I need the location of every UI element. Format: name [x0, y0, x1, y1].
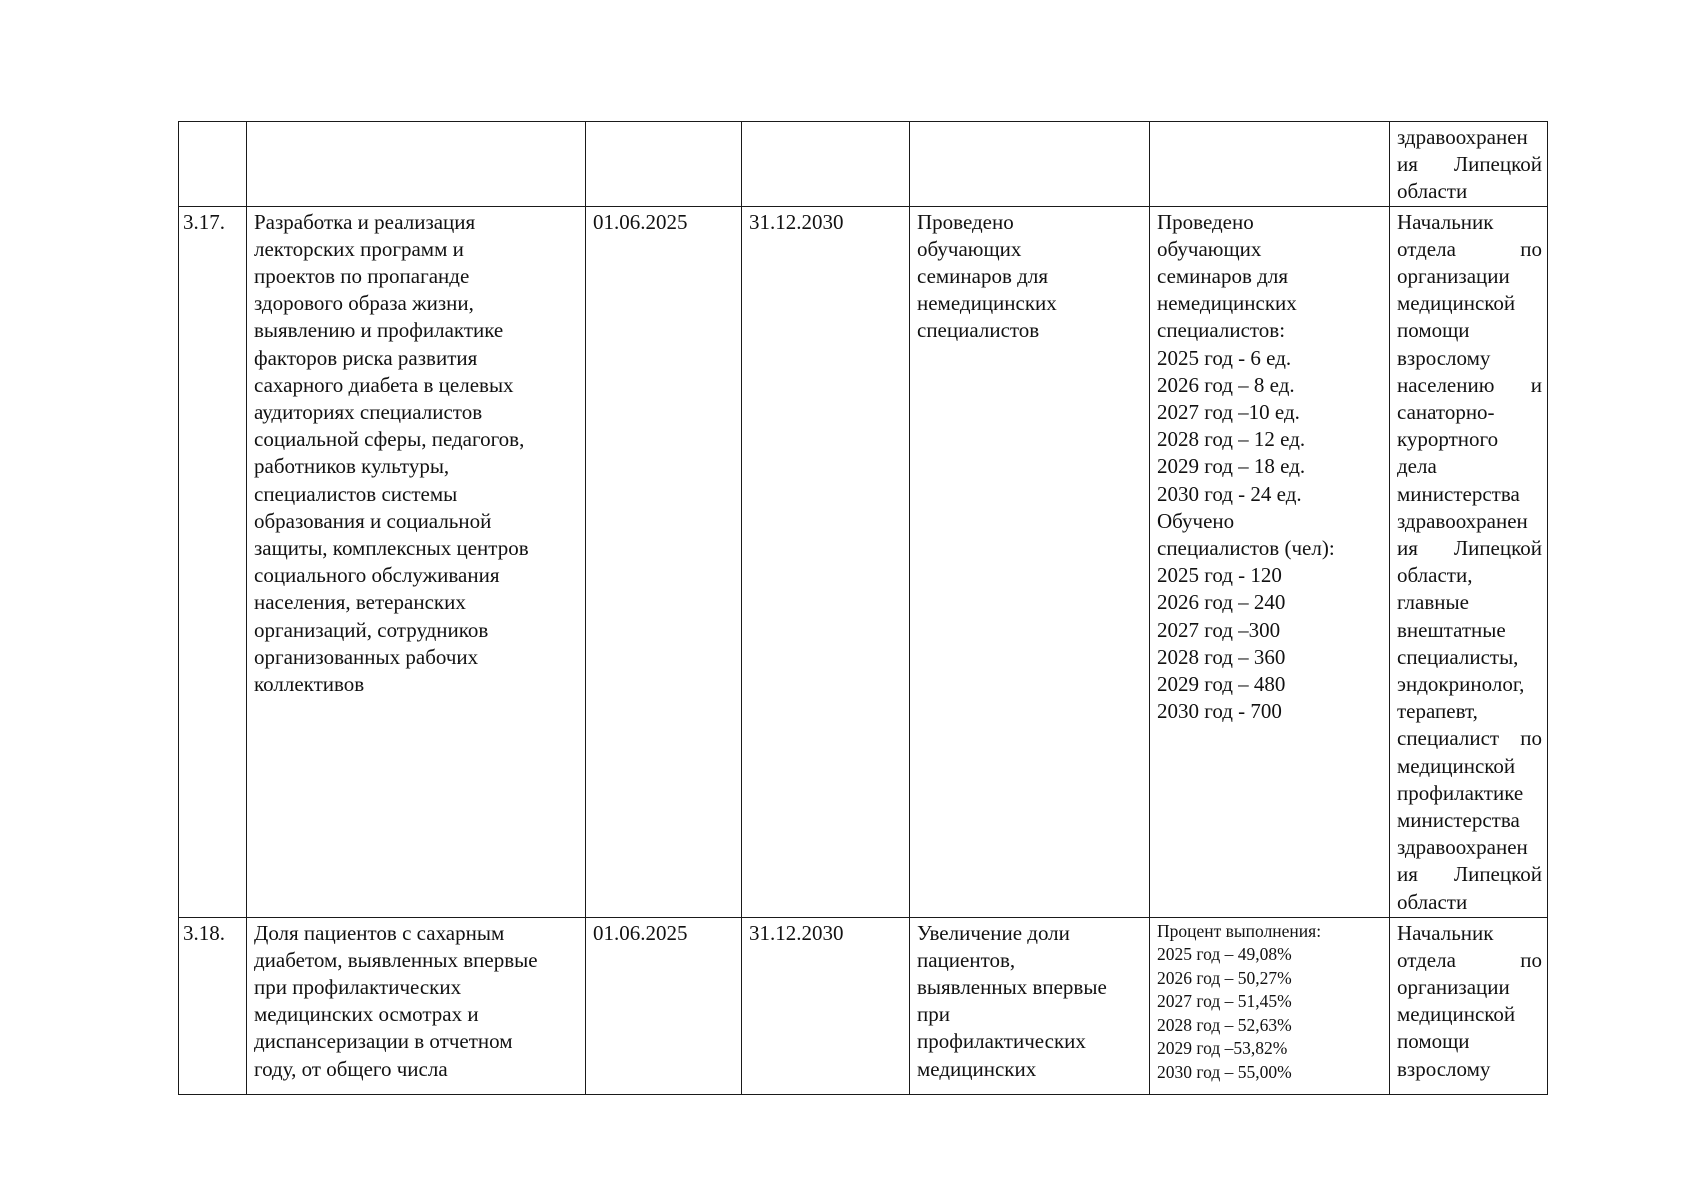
responsible-line: министерства — [1397, 481, 1520, 506]
responsible-line: ия Липецкой — [1397, 536, 1542, 561]
measure-name: Доля пациентов с сахарным диабетом, выявленных впервые при профилактических медицинских осмотрах и диспансеризации в отчетном году, от общего числа — [247, 917, 586, 1094]
responsible-line: специалисты, — [1397, 644, 1519, 669]
responsible-cell — [1390, 122, 1548, 207]
indicator-cell — [1150, 122, 1390, 207]
responsible-line: ия Липецкой — [1397, 152, 1542, 177]
responsible-cell — [1390, 917, 1548, 1094]
table-row — [179, 206, 1548, 917]
responsible-line: организации — [1397, 975, 1510, 1000]
start-date-cell — [586, 122, 742, 207]
end-date: 31.12.2030 — [742, 917, 910, 1094]
indicator-values: Проведено обучающих семинаров для немедицинских специалистов: 2025 год - 6 ед. 2026 год – 8 ед. 2027 год –10 ед. 2028 год – 12 ед. 2029 год – 18 ед. 2030 год - 24 ед. Обучено специалистов (чел): 2025 год - 120 2026 год – 240 2027 год –300 2028 год – 360 2029 год – 480 2030 год - 700 — [1150, 206, 1390, 917]
continuation-row — [179, 122, 1548, 207]
responsible-line: помощи — [1397, 318, 1470, 343]
responsible-line: Начальник — [1397, 920, 1494, 945]
responsible-line: профилактике — [1397, 780, 1524, 805]
end-date: 31.12.2030 — [742, 206, 910, 917]
table-row — [179, 917, 1548, 1094]
start-date: 01.06.2025 — [586, 206, 742, 917]
responsible-line: области, — [1397, 563, 1473, 588]
plan-table — [178, 121, 1548, 1095]
end-date-cell — [742, 122, 910, 207]
responsible-line: Начальник — [1397, 209, 1494, 234]
responsible-line: медицинской — [1397, 753, 1516, 778]
result-cell — [910, 122, 1150, 207]
responsible-line: министерства — [1397, 808, 1520, 833]
responsible-line: взрослому — [1397, 1056, 1491, 1081]
expected-result: Увеличение доли пациентов, выявленных впервые при профилактических медицинских — [910, 917, 1150, 1094]
responsible-line: медицинской — [1397, 291, 1516, 316]
row-number: 3.18. — [179, 917, 247, 1094]
responsible-line: специалист по — [1397, 726, 1542, 751]
responsible-line: здравоохранен — [1397, 508, 1528, 533]
responsible-line: населению и — [1397, 372, 1542, 397]
responsible-line: эндокринолог, — [1397, 672, 1525, 697]
responsible-line: здравоохранен — [1397, 835, 1528, 860]
responsible-line: ия Липецкой — [1397, 862, 1542, 887]
responsible-line: внештатные — [1397, 617, 1506, 642]
row-number: 3.17. — [179, 206, 247, 917]
responsible-cell — [1390, 206, 1548, 917]
number-cell — [179, 122, 247, 207]
responsible-line: отдела по — [1397, 236, 1542, 261]
responsible-line: дела — [1397, 454, 1437, 479]
measure-name: Разработка и реализация лекторских программ и проектов по пропаганде здорового образа жизни, выявлению и профилактике факторов риска развития сахарного диабета в целевых аудиториях специалистов социальной сферы, педагогов, работников культуры, специалистов системы образования и социальной защиты, комплексных центров социального обслуживания населения, ветеранских организаций, сотрудников организованных рабочих коллективов — [247, 206, 586, 917]
responsible-line: курортного — [1397, 427, 1499, 452]
start-date: 01.06.2025 — [586, 917, 742, 1094]
name-cell — [247, 122, 586, 207]
responsible-line: терапевт, — [1397, 699, 1478, 724]
responsible-line: главные — [1397, 590, 1469, 615]
responsible-line: области — [1397, 889, 1468, 914]
responsible-line: здравоохранен — [1397, 125, 1528, 149]
responsible-line: медицинской — [1397, 1002, 1516, 1027]
expected-result: Проведено обучающих семинаров для немедицинских специалистов — [910, 206, 1150, 917]
responsible-line: организации — [1397, 264, 1510, 289]
responsible-line: отдела по — [1397, 947, 1542, 972]
responsible-line: взрослому — [1397, 345, 1491, 370]
responsible-line: санаторно- — [1397, 400, 1495, 425]
responsible-line: области — [1397, 179, 1468, 204]
indicator-values: Процент выполнения: 2025 год – 49,08% 2026 год – 50,27% 2027 год – 51,45% 2028 год – 52,63% 2029 год –53,82% 2030 год – 55,00% — [1150, 917, 1390, 1094]
responsible-line: помощи — [1397, 1029, 1470, 1054]
